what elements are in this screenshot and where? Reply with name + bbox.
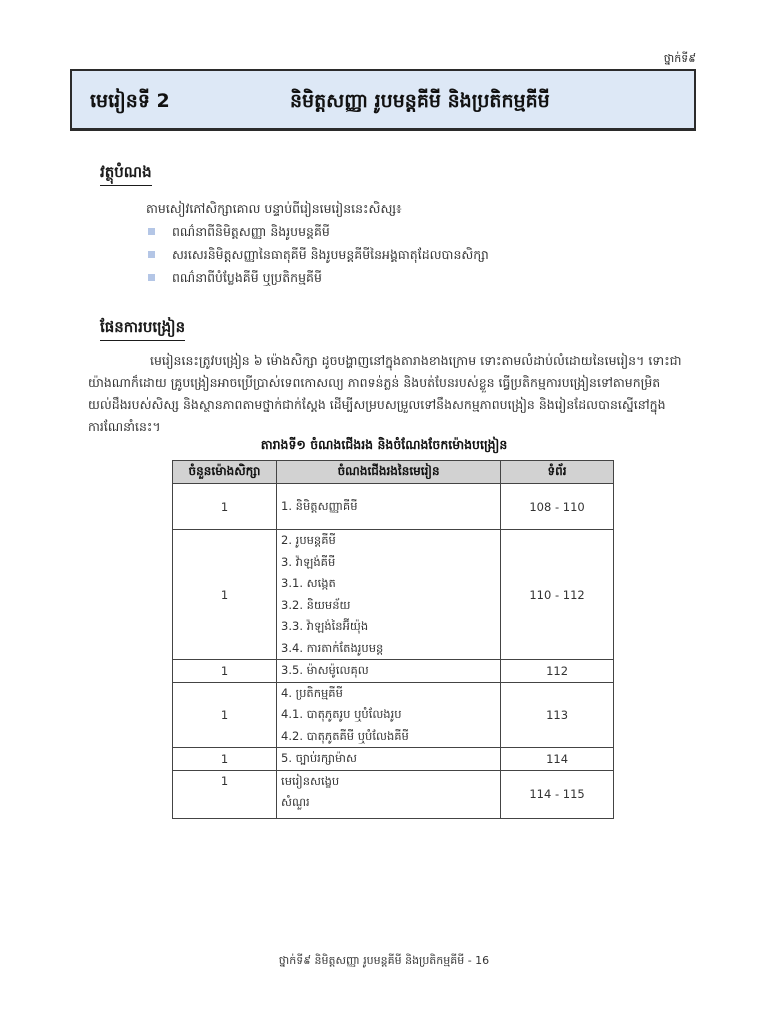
topics-cell	[277, 770, 501, 818]
plan-line: ការណែនាំនេះ។	[88, 419, 161, 434]
square-bullet-icon	[148, 251, 155, 258]
hours-cell: 1	[173, 770, 277, 818]
plan-paragraph	[88, 350, 696, 438]
table-row	[173, 770, 614, 818]
table-row	[173, 484, 614, 530]
topics-cell	[277, 530, 501, 660]
plan-line: យ៉ាងណាក៏ដោយ គ្រូបង្រៀនអាចប្រើប្រាស់ទេពកោសល្យ ភាពទន់ភ្លន់ និងបត់បែនរបស់ខ្លួន ធ្វើប្រតិកម្មការបង្រៀនទៅតាមកម្រិត	[88, 375, 661, 390]
pages-cell: 113	[501, 682, 614, 748]
plan-line	[88, 350, 696, 372]
topic-line: 3.5. ម៉ាសម៉ូលេគុល	[281, 663, 369, 677]
objectives-list	[146, 220, 489, 289]
objective-text: ពណ៌នាពីនិមិត្តសញ្ញា និងរូបមន្តគីមី	[172, 224, 330, 239]
page-footer: ថ្នាក់ទី៩ និមិត្តសញ្ញា រូបមន្តគីមី និងប្រតិកម្មគីមី - 16	[278, 954, 490, 967]
hours-cell: 1	[173, 530, 277, 660]
topics-cell	[277, 682, 501, 748]
objective-text: សរសេរនិមិត្តសញ្ញានៃធាតុគីមី និងរូបមន្តគីមីនៃអង្គធាតុដែលបានសិក្សា	[172, 247, 489, 262]
plan-heading: ផែនការបង្រៀន	[100, 318, 185, 341]
topics-cell	[277, 484, 501, 530]
lesson-number: មេរៀនទី 2	[90, 90, 170, 112]
topic-line: 2. រូបមន្តគីមី	[281, 533, 336, 547]
objective-item	[146, 243, 489, 266]
hours-cell: 1	[173, 682, 277, 748]
objective-item	[146, 266, 489, 289]
square-bullet-icon	[148, 274, 155, 281]
topic-line: 4. ប្រតិកម្មគីមី	[281, 685, 343, 700]
objectives-heading: វត្ថុបំណង	[100, 163, 152, 186]
hours-cell: 1	[173, 484, 277, 530]
header-pages: ទំព័រ	[501, 461, 614, 484]
lesson-title: និមិត្តសញ្ញា រូបមន្តគីមី និងប្រតិកម្មគីមី	[290, 90, 550, 112]
plan-line: យល់ដឹងរបស់សិស្ស និងស្ថានភាពតាមថ្នាក់ជាក់ស្តែង ដើម្បីសម្របសម្រួលទៅនឹងសកម្មភាពបង្រៀន និងរៀនដែលបានស្នើនៅក្នុង	[88, 397, 666, 412]
topic-line: 5. ច្បាប់រក្សាម៉ាស	[281, 751, 357, 765]
topic-line: 3. វ៉ាឡង់គីមី	[281, 554, 336, 569]
hours-cell: 1	[173, 748, 277, 771]
topics-cell	[277, 660, 501, 683]
table-row	[173, 660, 614, 683]
objectives-intro: តាមសៀវភៅសិក្សាគោល បន្ទាប់ពីរៀនមេរៀននេះសិស្ស៖	[146, 201, 402, 216]
pages-cell: 112	[501, 660, 614, 683]
grade-label: ថ្នាក់ទី៩	[663, 52, 696, 65]
table-row	[173, 748, 614, 771]
topic-line: 3.1. សង្កេត	[281, 576, 336, 590]
table-row	[173, 682, 614, 748]
topic-line: 4.1. បាតុភូតរូប ឬបំលែងរូប	[281, 707, 402, 721]
topic-line: សំណួរ	[281, 795, 310, 809]
pages-cell: 114 - 115	[501, 770, 614, 818]
pages-cell: 114	[501, 748, 614, 771]
topic-line: 4.2. បាតុភូតគីមី ឬបំលែងគីមី	[281, 728, 409, 743]
table-row	[173, 530, 614, 660]
header-hours: ចំនួនម៉ោងសិក្សា	[173, 461, 277, 484]
lesson-title-box	[70, 69, 696, 131]
hours-cell: 1	[173, 660, 277, 683]
topics-cell	[277, 748, 501, 771]
pages-cell: 108 - 110	[501, 484, 614, 530]
topic-line: 1. និមិត្តសញ្ញាគីមី	[281, 498, 358, 513]
pages-cell: 110 - 112	[501, 530, 614, 660]
header-subtopic: ចំណងជើងរងនៃមេរៀន	[277, 461, 501, 484]
plan-line-text: មេរៀននេះត្រូវបង្រៀន ៦ ម៉ោងសិក្សា ដូចបង្ហាញនៅក្នុងតារាងខាងក្រោម ទោះតាមលំដាប់លំដោយនៃមេរៀន។ ទោះជា	[150, 353, 682, 368]
topic-line: មេរៀនសង្ខេប	[281, 773, 340, 788]
topic-line: 3.3. វ៉ាឡង់នៃអ៊ីយ៉ុង	[281, 619, 369, 633]
topic-line: 3.2. និយមន័យ	[281, 597, 351, 612]
table-header-row	[173, 461, 614, 484]
schedule-table	[172, 460, 614, 819]
table-title: តារាងទី១ ចំណងជើងរង និងចំណែងចែកម៉ោងបង្រៀន	[260, 437, 508, 452]
objective-text: ពណ៌នាពីបំប្លែងគីមី ឬប្រតិកម្មគីមី	[172, 270, 322, 285]
square-bullet-icon	[148, 228, 155, 235]
objective-item	[146, 220, 489, 243]
topic-line: 3.4. ការតាក់តែងរូបមន្ត	[281, 640, 384, 655]
